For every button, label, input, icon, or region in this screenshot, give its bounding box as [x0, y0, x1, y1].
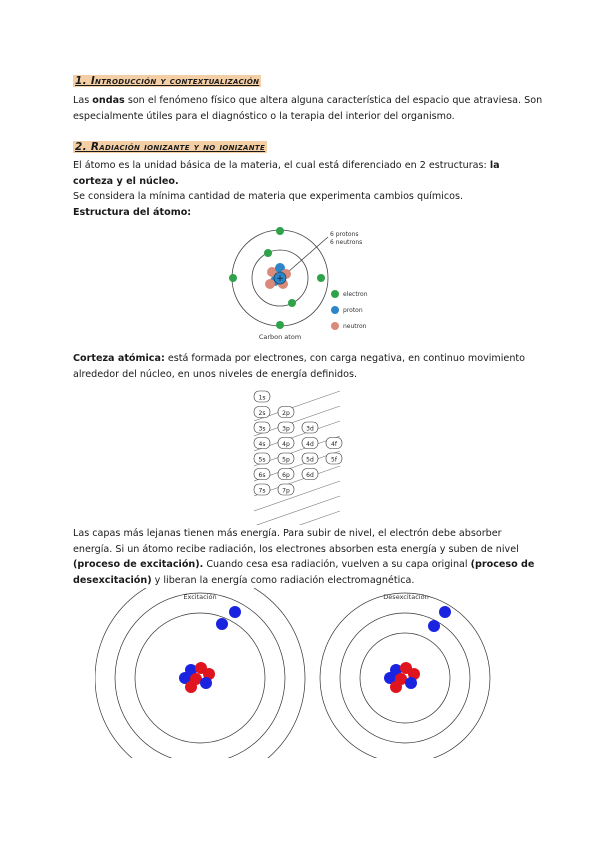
deexcitation-diagram [318, 588, 533, 758]
deexcitation-bold: (proceso de desexcitación) [73, 559, 535, 586]
orbital-label: 2s [258, 410, 266, 417]
legend-proton-swatch [331, 306, 339, 314]
corteza-paragraph [73, 351, 543, 382]
orbital-5p [278, 453, 294, 464]
legend-neutron-swatch [331, 322, 339, 330]
orbital-7p [278, 484, 294, 495]
neutrons-label: 6 neutrons [330, 239, 363, 246]
orbital-label: 3d [306, 425, 314, 433]
electron [264, 249, 272, 257]
orbital-label: 5s [258, 456, 266, 464]
electron [288, 299, 296, 307]
orbital-label: 7p [282, 487, 290, 495]
excitation-bold: (proceso de excitación). [73, 559, 204, 570]
electron [216, 618, 228, 630]
orbital-label: 3s [258, 425, 266, 433]
nucleus [384, 662, 420, 693]
section-2-heading [73, 141, 267, 153]
orbital-label: 3p [282, 425, 290, 433]
orbital-label: 6p [282, 472, 290, 479]
orbital-label: 2p [282, 410, 290, 417]
nucleus [179, 662, 215, 693]
orbital-label: 1s [258, 394, 266, 402]
orbital-4p [278, 438, 294, 449]
orbital-filling-diagram [240, 385, 370, 525]
intro-text-rest: son el fenómeno físico que altera alguna característica del espacio que atraviesa. Son especialmente útiles para el diagnóstico o la terapia del interior del organismo. [73, 95, 543, 122]
carbon-atom-figure [220, 222, 380, 342]
capas-text-3: y liberan la energía como radiación electromagnética. [151, 574, 415, 586]
orbital-6p [278, 469, 294, 480]
orbital-2s [254, 407, 270, 418]
orbital-label: 4p [282, 441, 290, 448]
orbital-label: 4d [306, 441, 314, 448]
electron [229, 274, 237, 282]
legend-electron-swatch [331, 290, 339, 298]
orbital-3s [254, 422, 270, 433]
atom-caption: Carbon atom [258, 333, 302, 341]
orbital-6d [302, 469, 318, 480]
capas-paragraph [73, 526, 543, 588]
excitation-label: Excitación [183, 593, 217, 601]
intro-text: Las [73, 95, 93, 106]
neutron [265, 279, 275, 289]
capas-text-1: Las capas más lejanas tienen más energía. Para subir de nivel, el electrón debe absorber energía. Si un átomo recibe radiación, los electrones absorben esta energía y suben de nivel [73, 528, 519, 555]
section-1-heading [73, 75, 261, 87]
orbital-label: 6d [306, 472, 314, 479]
orbital-label: 5p [282, 456, 290, 464]
atom-text-bold: la corteza y el núcleo. [73, 160, 500, 187]
electron [276, 227, 284, 235]
orbital-5s [254, 453, 270, 464]
legend-neutron: neutron [343, 323, 367, 330]
orbital-4d [302, 438, 318, 449]
protons-label: 6 protons [330, 231, 359, 238]
orbital-2p [278, 407, 294, 418]
section-1-paragraph [73, 93, 543, 124]
orbital-4s [254, 438, 270, 449]
atom-text: El átomo es la unidad básica de la materia, el cual está diferenciado en 2 estructuras: [73, 160, 490, 171]
orbital-5f [326, 453, 342, 464]
legend-proton: proton [343, 307, 363, 314]
orbital-1s [254, 391, 270, 402]
atom-text-2: Se considera la mínima cantidad de materia que experimenta cambios químicos. [73, 191, 464, 202]
orbital-label: 4s [258, 441, 266, 448]
capas-text-2: Cuando cesa esa radiación, vuelven a su capa original [203, 559, 471, 570]
excitation-diagram [95, 588, 310, 758]
electron [439, 606, 451, 618]
structure-heading: Estructura del átomo: [73, 206, 192, 218]
electron [276, 321, 284, 329]
proton-sign: + [276, 274, 284, 284]
corteza-bold: Corteza atómica: [73, 353, 165, 364]
orbital-label: 5d [306, 456, 314, 464]
deexcitation-label: Desexcitación [383, 593, 429, 601]
orbital-3d [302, 422, 318, 433]
section-1-title: 1. Introducción y contextualización [75, 75, 260, 87]
electron-returned [428, 620, 440, 632]
diagonal-arrow [254, 511, 340, 525]
orbital-3p [278, 422, 294, 433]
orbital-6s [254, 469, 270, 480]
section-2-paragraph [73, 158, 543, 220]
electron-excited [229, 606, 241, 618]
section-2-title: 2. Radiación ionizante y no ionizante [75, 141, 266, 153]
orbital-label: 5f [331, 456, 337, 464]
orbital-label: 4f [331, 441, 337, 448]
orbital-4f [326, 438, 342, 449]
corteza-text: está formada por electrones, con carga negativa, en continuo movimiento alrededor del núcleo, en unos niveles de energía definidos. [73, 353, 526, 380]
electron [317, 274, 325, 282]
nucleus [265, 263, 291, 289]
intro-bold: ondas [92, 95, 125, 106]
orbital-label: 6s [258, 472, 266, 479]
orbital-label: 7s [258, 487, 266, 495]
legend-electron: electron [343, 291, 368, 298]
diagonal-arrow [254, 496, 340, 525]
orbital-7s [254, 484, 270, 495]
orbital-5d [302, 453, 318, 464]
